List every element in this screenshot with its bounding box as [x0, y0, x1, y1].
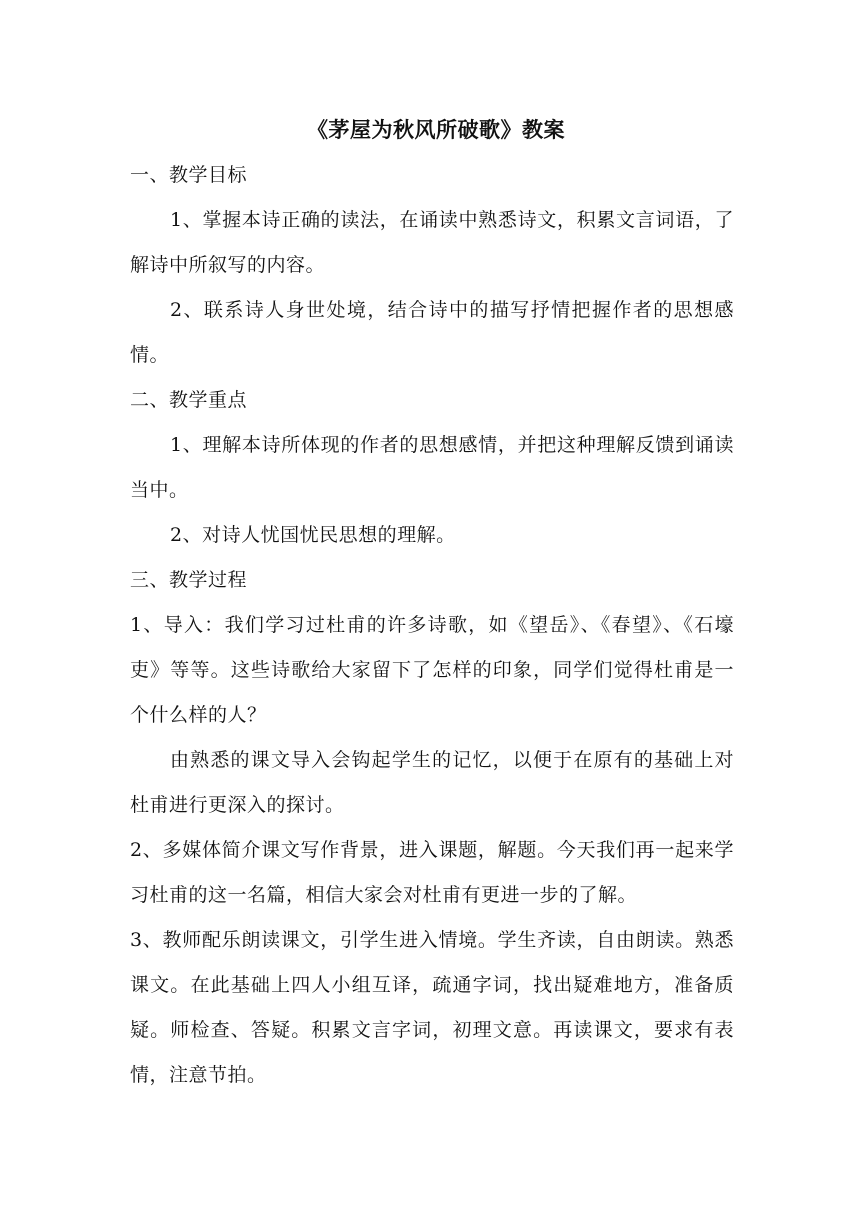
section-heading-objectives: 一、教学目标 — [130, 164, 248, 186]
process-step-1: 1、导入：我们学习过杜甫的许多诗歌，如《望岳》、《春望》、《石壕吏》等等。这些诗歌给大家留下了怎样的印象，同学们觉得杜甫是一个什么样的人？ — [130, 614, 734, 726]
document-body — [130, 112, 734, 1098]
objectives-item-1: 1、掌握本诗正确的读法，在诵读中熟悉诗文，积累文言词语，了解诗中所叙写的内容。 — [130, 209, 734, 276]
process-step-3: 3、教师配乐朗读课文，引学生进入情境。学生齐读，自由朗读。熟悉课文。在此基础上四人小组互译，疏通字词，找出疑难地方，准备质疑。师检查、答疑。积累文言字词，初理文意。再读课文，要求有表情，注意节拍。 — [130, 929, 734, 1086]
process-step-1-note: 由熟悉的课文导入会钩起学生的记忆，以便于在原有的基础上对杜甫进行更深入的探讨。 — [130, 749, 734, 816]
section-heading-process: 三、教学过程 — [130, 569, 248, 591]
key-points-item-1: 1、理解本诗所体现的作者的思想感情，并把这种理解反馈到诵读当中。 — [130, 434, 734, 501]
process-step-2: 2、多媒体简介课文写作背景，进入课题，解题。今天我们再一起来学习杜甫的这一名篇，相信大家会对杜甫有更进一步的了解。 — [130, 839, 734, 906]
objectives-item-2: 2、联系诗人身世处境，结合诗中的描写抒情把握作者的思想感情。 — [130, 299, 734, 366]
section-heading-key-points: 二、教学重点 — [130, 389, 248, 411]
key-points-item-2: 2、对诗人忧国忧民思想的理解。 — [170, 524, 456, 546]
document-title: 《茅屋为秋风所破歌》教案 — [307, 117, 565, 142]
